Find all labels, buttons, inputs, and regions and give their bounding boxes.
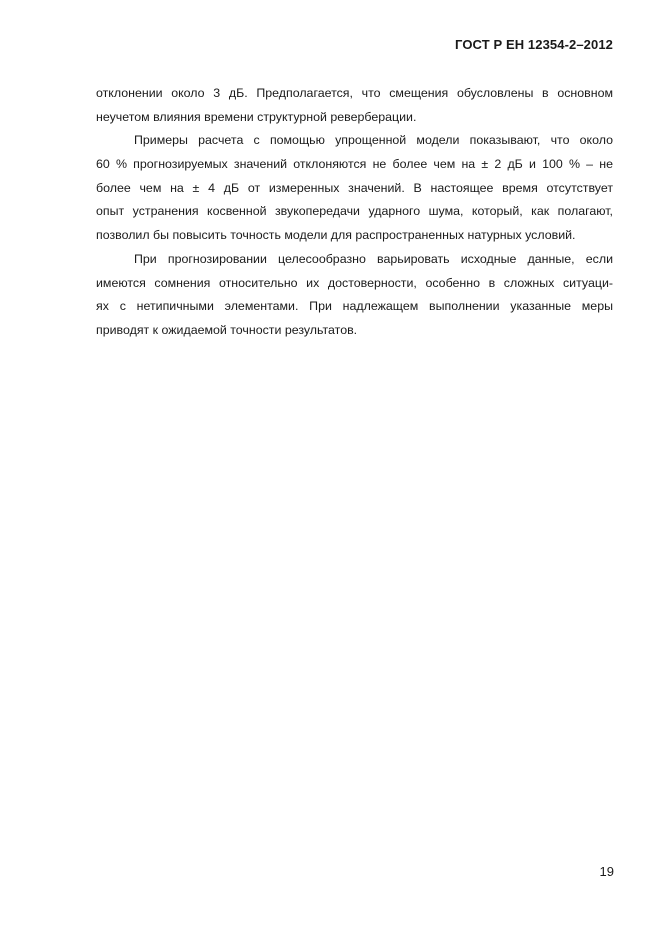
text-line: 60 % прогнозируемых значений отклоняются не более чем на ± 2 дБ и 100 % – не [96, 157, 613, 172]
text-line: опыт устранения косвенной звукопередачи ударного шума, который, как полагают, [96, 204, 613, 219]
text-line: неучетом влияния времени структурной реверберации. [96, 109, 417, 124]
text-line: приводят к ожидаемой точности результатов. [96, 322, 358, 337]
text-line: При прогнозировании целесообразно варьировать исходные данные, если [134, 251, 613, 266]
page-number: 19 [599, 864, 614, 879]
paragraph-2 [96, 129, 613, 247]
paragraph-1 [96, 82, 613, 129]
text-line: имеются сомнения относительно их достоверности, особенно в сложных ситуаци- [96, 275, 613, 290]
paragraph-3 [96, 248, 613, 343]
text-line: Примеры расчета с помощью упрощенной модели показывают, что около [134, 133, 613, 148]
body-text [96, 82, 613, 343]
text-line: более чем на ± 4 дБ от измеренных значений. В настоящее время отсутствует [96, 180, 613, 195]
text-line: позволил бы повысить точность модели для распространенных натурных условий. [96, 228, 576, 243]
text-line: ях с нетипичными элементами. При надлежащем выполнении указанные меры [96, 299, 613, 314]
page-header-standard-id: ГОСТ Р ЕН 12354-2–2012 [455, 37, 613, 52]
text-line: отклонении около 3 дБ. Предполагается, что смещения обусловлены в основном [96, 86, 613, 100]
